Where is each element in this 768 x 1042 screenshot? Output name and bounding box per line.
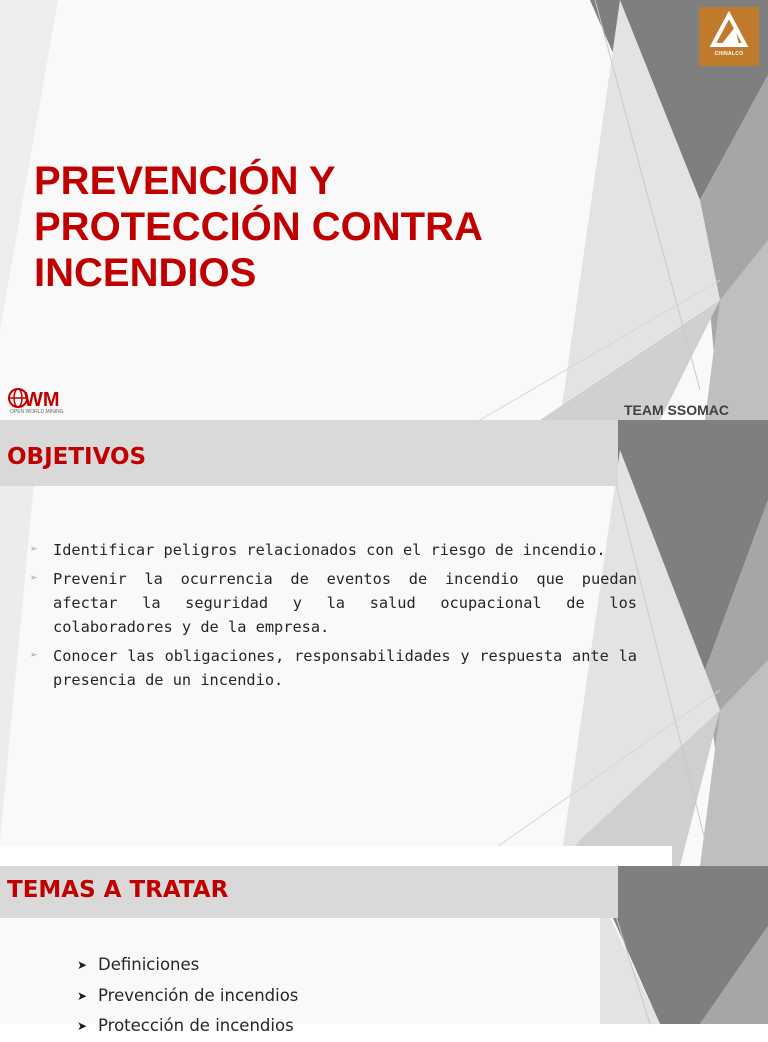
bullet-arrow-icon: ➢ <box>30 571 38 586</box>
list-item <box>77 1011 298 1042</box>
owm-globe-icon <box>8 386 72 410</box>
topics-slide <box>0 866 768 1035</box>
list-item <box>30 644 637 692</box>
bullet-arrow-icon: ➤ <box>77 988 88 1003</box>
title-line: INCENDIOS <box>34 251 257 295</box>
bullet-arrow-icon: ➢ <box>30 648 38 663</box>
svg-text:WM: WM <box>24 389 60 411</box>
bullet-text: Conocer las obligaciones, responsabilidades y respuesta ante la presencia de un incendio. <box>53 647 637 689</box>
title-line: PROTECCIÓN CONTRA <box>34 205 483 249</box>
bullet-arrow-icon: ➤ <box>77 958 88 972</box>
owm-logo <box>8 386 72 420</box>
list-item <box>30 567 637 639</box>
owm-logo-text: OPEN WORLD MINING <box>10 409 64 415</box>
topic-text: Protección de incendios <box>98 1016 294 1035</box>
bullet-text: Identificar peligros relacionados con el riesgo de incendio. <box>53 541 606 559</box>
slide-divider <box>0 846 672 866</box>
chinalco-logo <box>699 7 759 66</box>
topics-list <box>77 950 298 1042</box>
slide-title <box>34 158 574 296</box>
chinalco-mark-icon <box>699 7 759 51</box>
chinalco-logo-text: CHINALCO <box>714 51 744 57</box>
list-item <box>77 981 298 1012</box>
objectives-list <box>30 538 637 697</box>
section-title: OBJETIVOS <box>7 444 147 470</box>
bullet-text: Prevenir la ocurrencia de eventos de incendio que puedan afectar la seguridad y la salud ocupacional de los colaboradores y de la empresa. <box>53 570 637 636</box>
team-label: TEAM SSOMAC <box>624 402 729 418</box>
objectives-slide <box>0 420 768 866</box>
list-item <box>77 950 298 981</box>
list-item <box>30 538 637 562</box>
title-slide <box>0 0 768 420</box>
section-title: TEMAS A TRATAR <box>7 877 229 903</box>
topic-text: Definiciones <box>98 955 200 974</box>
topic-text: Prevención de incendios <box>98 985 299 1005</box>
bullet-arrow-icon: ➤ <box>77 1019 88 1033</box>
bullet-arrow-icon: ➢ <box>30 542 38 557</box>
title-line: PREVENCIÓN Y <box>34 159 336 203</box>
